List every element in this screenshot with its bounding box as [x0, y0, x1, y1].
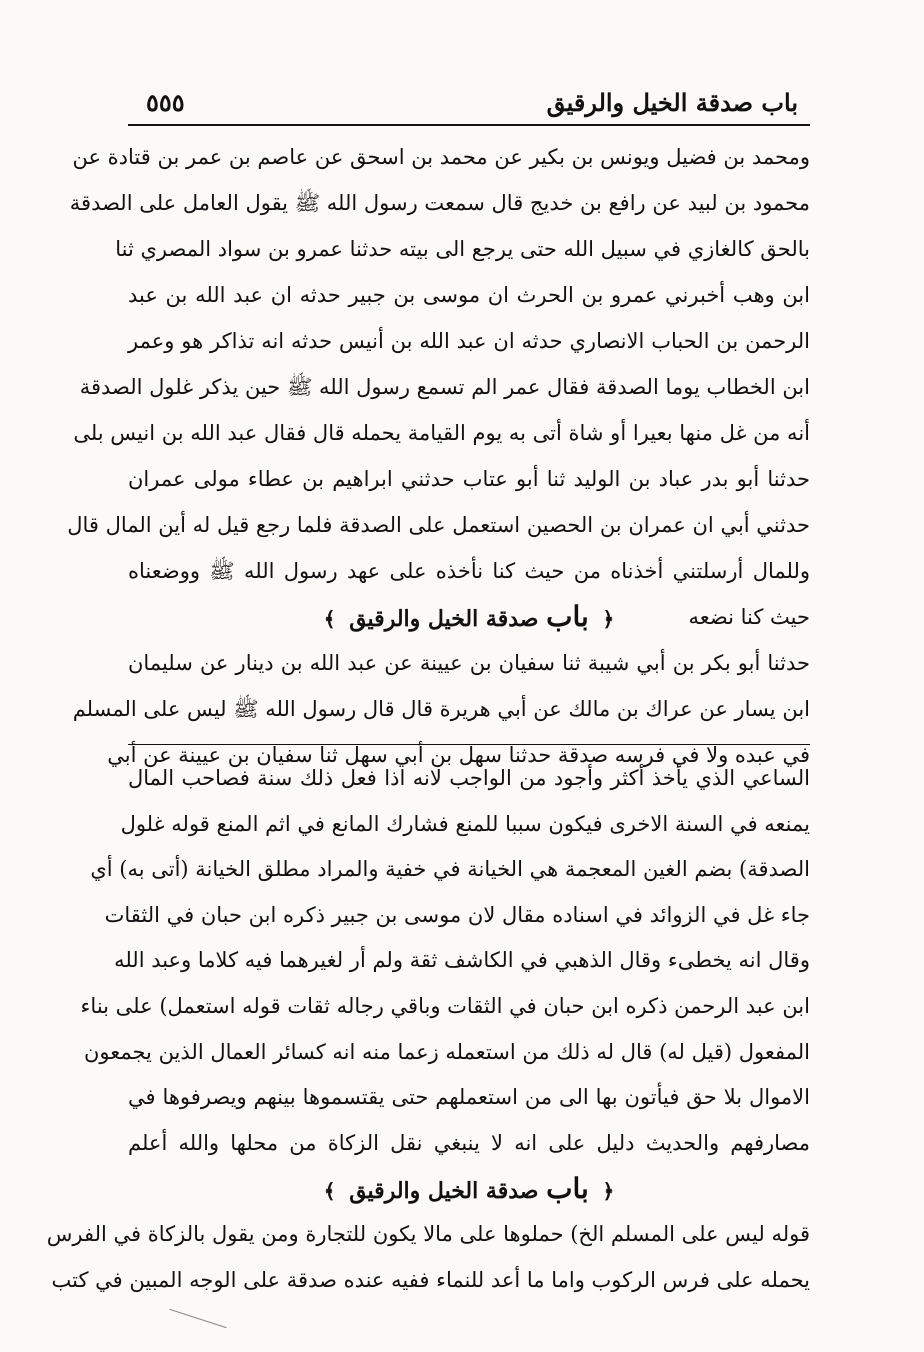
chapter-title: صدقة الخيل والرقيق	[349, 1178, 539, 1205]
running-title: باب صدقة الخيل والرقيق	[546, 88, 798, 117]
text-line: ابن الخطاب يوما الصدقة فقال عمر الم تسمع رسول الله ﷺ حين يذكر غلول الصدقة	[79, 375, 810, 399]
commentary-line: المفعول (قيل له) قال له ذلك من استعمله زعما منه انه كسائر العمال الذين يجمعون	[83, 1039, 810, 1064]
ornament-bracket: ﴿	[602, 607, 615, 631]
text-line: حدثني أبي ان عمران بن الحصين استعمل على الصدقة فلما رجع قيل له أين المال قال	[67, 513, 810, 537]
commentary-divider	[128, 744, 810, 745]
commentary-line: وقال انه يخطىء وقال الذهبي في الكاشف ثقة ولم أر لغيرهما فيه كلاما وعبد الله	[114, 948, 810, 973]
commentary-line: الساعي الذي يأخذ أكثر وأجود من الواجب لانه اذا فعل ذلك سنة فصاحب المال	[128, 766, 810, 790]
text-line-lead: حيث كنا نضعه	[688, 605, 810, 629]
text-line: أنه من غل منها بعيرا أو شاة أتى به يوم القيامة يحمله قال فقال عبد الله بن انيس بلى	[73, 421, 810, 445]
text-line: في عبده ولا في فرسه صدقة حدثنا سهل بن أبي سهل ثنا سفيان بن عيينة عن أبي	[107, 743, 810, 767]
commentary-line: يحمله على فرس الركوب واما ما أعد للنماء ففيه عنده صدقة على الوجه المبين في كتب	[51, 1267, 810, 1292]
ornament-bracket: ﴾	[323, 1179, 336, 1204]
commentary-line: مصارفهم والحديث دليل على انه لا ينبغي نقل الزكاة من محلها والله أعلم	[128, 1130, 810, 1155]
text-line: ابن يسار عن عراك بن مالك عن أبي هريرة قال قال رسول الله ﷺ ليس على المسلم	[72, 697, 810, 721]
commentary-line: ابن عبد الرحمن ذكره ابن حبان في الثقات وباقي رجاله ثقات قوله استعمل) على بناء	[80, 993, 810, 1018]
text-line: ابن وهب أخبرني عمرو بن الحرث ان موسى بن جبير حدثه ان عبد الله بن عبد	[128, 283, 810, 307]
text-line: الرحمن بن الحباب الانصاري حدثه ان عبد الله بن أنيس حدثه انه تذاكر هو وعمر	[128, 329, 810, 353]
chapter-word: باب	[546, 1172, 589, 1206]
text-line: حدثنا أبو بدر عباد بن الوليد ثنا أبو عتاب حدثني ابراهيم بن عطاء مولى عمران	[128, 467, 810, 491]
header-rule	[128, 124, 810, 126]
text-line: ومحمد بن فضيل ويونس بن بكير عن محمد بن اسحق عن عاصم بن عمر بن قتادة عن	[72, 145, 810, 169]
hadith-text	[67, 134, 810, 778]
scan-mark	[169, 1309, 226, 1328]
text-line: محمود بن لبيد عن رافع بن خديج قال سمعت رسول الله ﷺ يقول العامل على الصدقة	[69, 191, 810, 215]
page-number: ٥٥٥	[146, 88, 185, 117]
text-line: وللمال أرسلتني أخذناه من حيث كنا نأخذه على عهد رسول الله ﷺ ووضعناه	[128, 559, 810, 583]
text-line: بالحق كالغازي في سبيل الله حتى يرجع الى بيته حدثنا عمرو بن سواد المصري ثنا	[115, 237, 810, 261]
commentary-line: الصدقة) بضم الغين المعجمة هي الخيانة في خفية والمراد مطلق الخيانة (أتى به) أي	[90, 857, 810, 882]
commentary-line: جاء غل في الزوائد في اسناده مقال لان موسى بن جبير ذكره ابن حبان في الثقات	[104, 902, 810, 927]
chapter-title: صدقة الخيل والرقيق	[349, 606, 539, 632]
chapter-heading-line	[128, 594, 810, 640]
commentary-line: قوله ليس على المسلم الخ) حملوها على مالا يكون للتجارة ومن يقول بالزكاة في الفرس	[46, 1222, 810, 1247]
page-header	[128, 84, 808, 124]
ornament-bracket: ﴾	[323, 607, 336, 631]
chapter-heading	[318, 1172, 620, 1206]
chapter-heading	[318, 600, 620, 633]
commentary-line: يمنعه في السنة الاخرى فيكون سببا للمنع فشارك المانع في اثم المنع قوله غلول	[120, 811, 810, 836]
ornament-bracket: ﴿	[602, 1179, 615, 1204]
chapter-word: باب	[546, 600, 589, 633]
commentary-line: الاموال بلا حق فيأتون بها الى من استعملهم حتى يقتسموها بينهم ويصرفوها في	[128, 1085, 810, 1110]
chapter-heading-line	[128, 1166, 810, 1212]
commentary-text	[46, 756, 810, 1304]
text-line: حدثنا أبو بكر بن أبي شيبة ثنا سفيان بن عيينة عن عبد الله بن دينار عن سليمان	[128, 651, 810, 675]
